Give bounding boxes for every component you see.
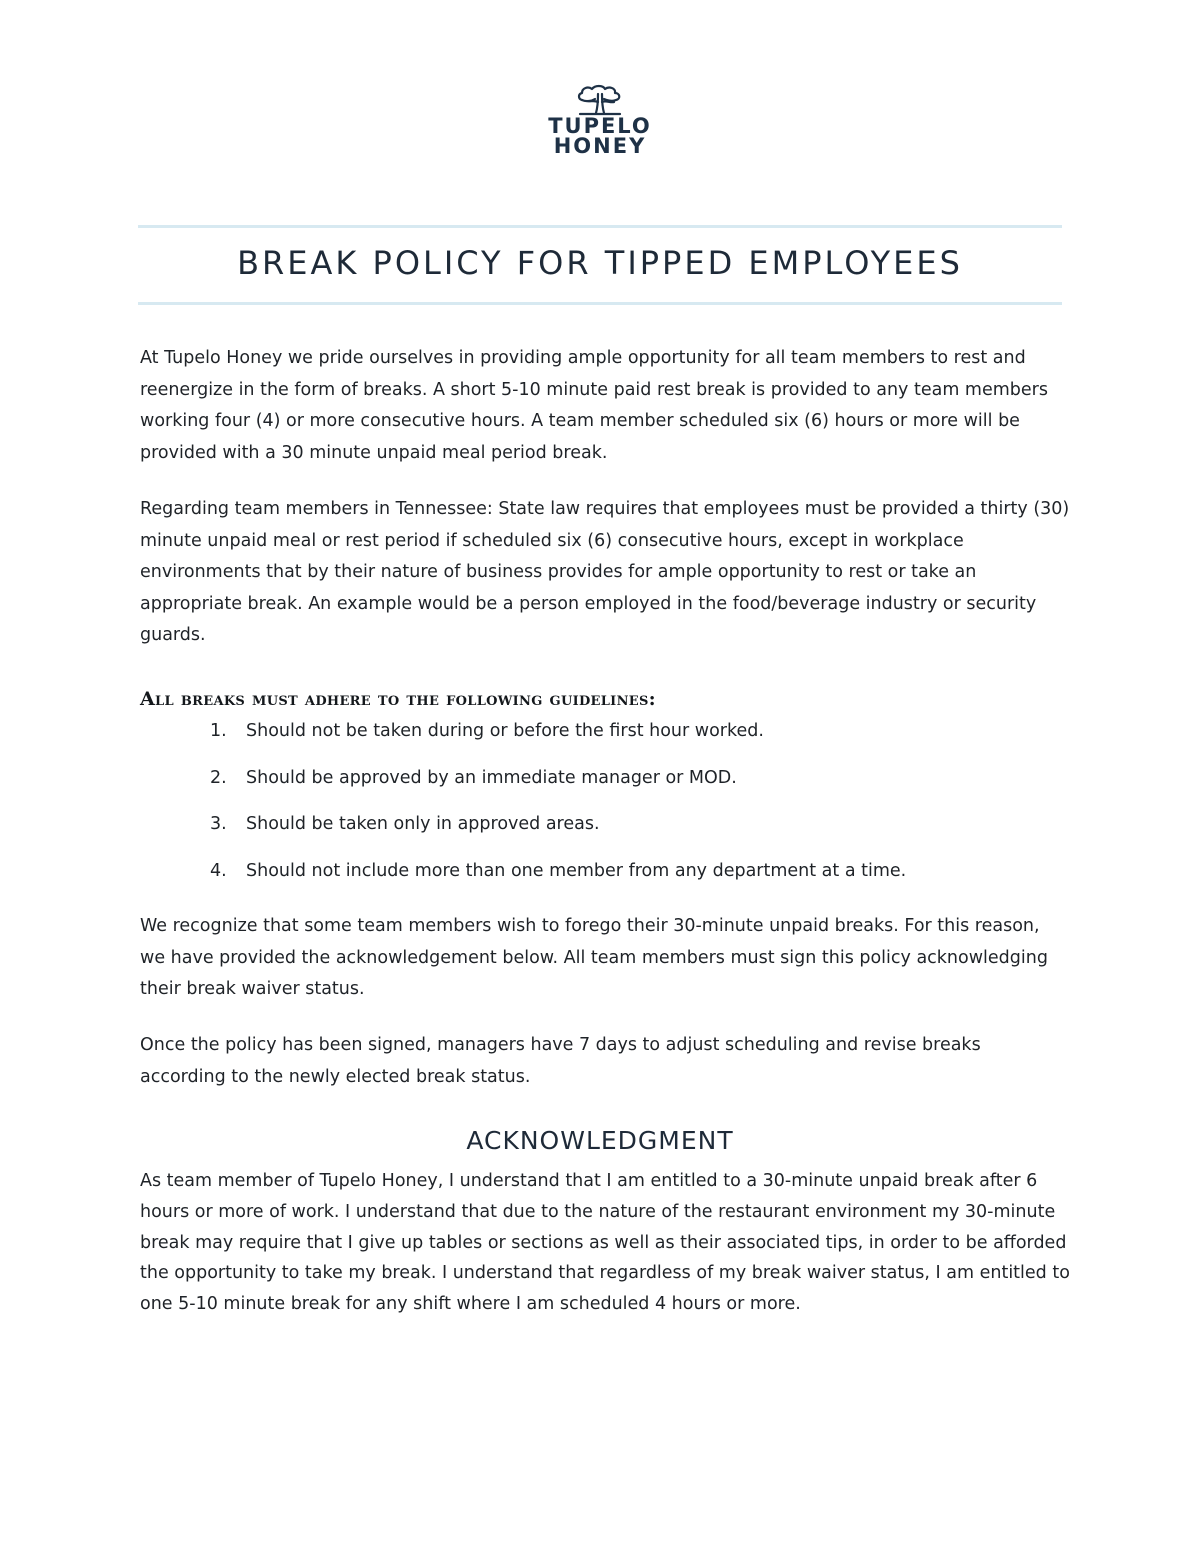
waiver-paragraph: We recognize that some team members wish to forego their 30-minute unpaid breaks. For this reason, we have provided the acknowledgement below. All team members must sign this policy acknowledging their break waiver status. (140, 916, 1048, 999)
list-item-text: Should be approved by an immediate manager or MOD. (246, 767, 737, 788)
list-item-text: Should be taken only in approved areas. (246, 814, 600, 834)
tree-icon (574, 84, 626, 116)
page-title: BREAK POLICY FOR TIPPED EMPLOYEES (237, 244, 963, 282)
list-item-number: 4. (210, 860, 227, 881)
list-item-text: Should not include more than one member from any department at a time. (246, 860, 907, 881)
logo-text-tupelo: TUPELO (548, 114, 652, 138)
list-item-number: 1. (210, 721, 227, 741)
title-top-rule (138, 225, 1062, 228)
acknowledgment-paragraph: As team member of Tupelo Honey, I understand that I am entitled to a 30-minute unpaid break after 6 hours or more of work. I understand that due to the nature of the restaurant environment my 30-minute break may require that I give up tables or sections as well as their associated tips, in order to be afforded the opportunity to take my break. I understand that regardless of my break waiver status, I am entitled to one 5-10 minute break for any shift where I am scheduled 4 hours or more. (140, 1171, 1070, 1315)
list-item (206, 858, 906, 905)
list-item (206, 811, 906, 858)
intro-paragraph: At Tupelo Honey we pride ourselves in providing ample opportunity for all team members to rest and reenergize in the form of breaks. A short 5-10 minute paid rest break is provided to any team members working four (4) or more consecutive hours. A team member scheduled six (6) hours or more will be provided with a 30 minute unpaid meal period break. (140, 348, 1048, 463)
tupelo-honey-logo (540, 84, 660, 176)
title-bottom-rule (138, 302, 1062, 305)
list-item-number: 2. (210, 767, 227, 788)
tennessee-paragraph: Regarding team members in Tennessee: State law requires that employees must be provided a thirty (30) minute unpaid meal or rest period if scheduled six (6) consecutive hours, except in workplace environments that by their nature of business provides for ample opportunity to rest or take an appropriate break. An example would be a person employed in the food/beverage industry or security guards. (140, 499, 1070, 645)
list-item-number: 3. (210, 814, 227, 834)
guidelines-heading: All breaks must adhere to the following guidelines: (140, 688, 656, 710)
list-item-text: Should not be taken during or before the first hour worked. (246, 721, 764, 741)
list-item (206, 718, 906, 765)
list-item (206, 765, 906, 812)
signed-paragraph: Once the policy has been signed, managers have 7 days to adjust scheduling and revise breaks according to the newly elected break status. (140, 1035, 981, 1087)
logo-text-honey: HONEY (553, 134, 647, 158)
acknowledgment-title: ACKNOWLEDGMENT (466, 1126, 734, 1155)
guidelines-list (206, 718, 906, 904)
